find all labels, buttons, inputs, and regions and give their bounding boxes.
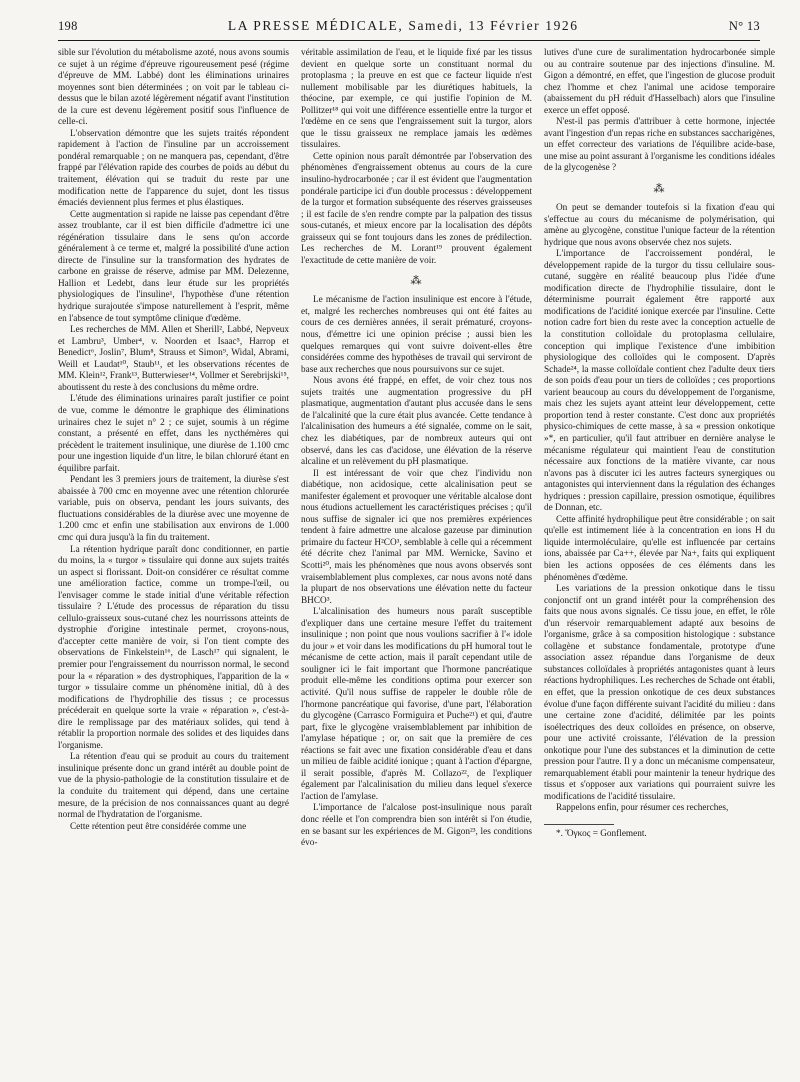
column-left	[58, 48, 289, 1073]
paragraph: lutives d'une cure de suralimentation hydrocarbonée simple ou au contraire soutenue par des injections d'insuline. M. Gigon a démontré, en effet, que l'ingestion de glucose produit chez l'homme et chez l'animal une acidose temporaire (abaissement du pH réduit d'Hasselbach) alors que l'insuline exerce un effet opposé.	[544, 48, 775, 116]
page-number: 198	[58, 19, 78, 33]
issue-number: N° 13	[728, 19, 760, 33]
paragraph: Cette affinité hydrophilique peut être considérable ; on sait qu'elle est intimement liée à la concentration en ions H du liquide intermoléculaire, qu'elle est influencée par certains ions, abaissée par Ca++, élevée par Na+, faits qui expliquent bien les actions opposées de ces éléments dans les phénomènes d'œdème.	[544, 514, 775, 583]
paragraph: Cette rétention peut être considérée comme une	[70, 821, 247, 832]
paragraph: Le mécanisme de l'action insulinique est encore à l'étude, et, malgré les recherches nombreuses qui ont été faites au cours de ces dernières années, il serait prématuré, croyons-nous, d'émettre ici une opinion précise ; aussi bien les quelques remarques qui vont suivre doivent-elles être considérées comme des hypothèses de travail qui serviront de base aux recherches que nous poursuivons sur ce sujet.	[301, 295, 532, 375]
column-right	[544, 48, 775, 1073]
paragraph: L'importance de l'alcalose post-insulinique nous paraît donc réelle et l'on comprendra bien son intérêt si l'on étudie, en se basant sur les expériences de M. Gigon²³, les conditions évo-	[301, 803, 532, 849]
paragraph: sible sur l'évolution du métabolisme azoté, nous avons soumis ce sujet à un régime d'épreuve rigoureusement pesé (régime d'épreuve de MM. Labbé) dont les éliminations urinaires moyennes sont bien déterminées ; on voit par le tableau ci-dessus que le bilan azoté légèrement négatif avant l'institution de la cure est devenu légèrement positif sous l'influence de celle-ci.	[58, 48, 289, 128]
header-rule	[58, 40, 760, 41]
text-columns	[58, 48, 776, 1073]
paragraph: L'alcalinisation des humeurs nous paraît susceptible d'expliquer dans une certaine mesure l'effet du traitement insulinique ; non point que nous voulions sacrifier à l'« idole du jour » et voir dans les modifications du pH humoral tout le mécanisme de cette action, mais il paraît cependant utile de souligner ici le fait important que l'hormone pancréatique produit elle-même les conditions optima pour exercer son activité. Qu'il nous suffise de rappeler le double rôle de l'hormone pancréatique qui favorise, d'une part, l'élaboration du glycogène (Carrasco Formiguira et Puche²¹) et qui, d'autre part, fixe le glycogène vraisemblablement par inhibition de l'amylase hépatique ; or, on sait que la première de ces réactions se fait avec une fixation considérable d'eau et dans un milieu de faible acidité ionique ; quant à l'action d'épargne, il serait possible, d'après M. Collazo²², de l'expliquer également par l'alcalinisation du milieu dans lequel s'exerce l'action de l'amylase.	[301, 607, 532, 802]
paragraph: La rétention d'eau qui se produit au cours du traitement insulinique présente donc un grand intérêt au double point de vue de la physio-pathologie de la constitution tissulaire et de la conduite du traitement qui dépend, dans une certaine mesure, de la précision de nos connaissances quant au degré normal de l'hydratation de l'organisme.	[58, 752, 289, 821]
paragraph: Il est intéressant de voir que chez l'individu non diabétique, non acidosique, cette alcalinisation peut se manifester également et provoquer une véritable alcalose dont nous étudions actuellement les caractéristiques précises ; qu'il nous suffise de signaler ici que nos premières expériences tendent à faire admettre une alcalose gazeuse par diminution primaire du facteur H²CO³, semblable à celle qui a récemment été décrite chez l'animal par MM. Wernicke, Savino et Scotti²⁰, mais les phénomènes que nous avons observés sont vraisemblablement plus complexes, car nous avons noté dans la plupart de nos observations une élévation nette du facteur BHCO³.	[301, 468, 532, 606]
running-title: LA PRESSE MÉDICALE, Samedi, 13 Février 1926	[227, 18, 579, 33]
footnote-rule	[544, 824, 614, 825]
footnote: *. Ὄγκος = Gonflement.	[556, 829, 647, 839]
paragraph: Pendant les 3 premiers jours de traitement, la diurèse s'est abaissée à 700 cmc en moyenne avec une rétention chlorurée variable, puis on observa, pendant les jours suivants, des fluctuations considérables de la diurèse avec une moyenne de 1.200 cmc et enfin une stabilisation aux environs de 1.000 cmc qui dura jusqu'à la fin du traitement.	[58, 475, 289, 543]
paragraph: L'observation démontre que les sujets traités répondent rapidement à l'action de l'insuline par un accroissement pondéral remarquable ; on ne manquera pas, cependant, d'être frappé par l'élévation rapide des courbes de poids au début du traitement, élévation qui se traduit du reste par une modification nette de l'apparence du sujet, dont les tissus émaciés deviennent plus fermes et plus élastiques.	[58, 128, 289, 209]
paragraph: véritable assimilation de l'eau, et le liquide fixé par les tissus devient en quelque sorte un constituant normal du protoplasma ; la preuve en est que ce facteur liquide n'est nullement mobilisable par les diurétiques habituels, la théocine, par exemple, ce qui justifie l'opinion de M. Pollitzer¹⁸ qui voit une différence essentielle entre la turgor et l'œdème en ce sens que l'engraissement suit la turgor, alors que le tissu graisseux ne remplace jamais les œdèmes tissulaires.	[301, 48, 532, 151]
column-middle	[301, 48, 532, 1073]
section-separator: ⁂	[410, 275, 423, 288]
paragraph: Rappelons enfin, pour résumer ces recherches,	[556, 803, 729, 814]
paragraph: L'étude des éliminations urinaires paraît justifier ce point de vue, comme le démontre le graphique des éliminations urinaires chez le sujet n° 2 ; ce sujet, soumis à un régime constant, a présenté en effet, dans les nycthémères qui précèdent le traitement insulinique, une diurèse de 1.100 cmc pour une ingestion liquide d'un litre, le bilan chloruré étant en équilibre parfait.	[58, 394, 289, 474]
paragraph: N'est-il pas permis d'attribuer à cette hormone, injectée avant l'ingestion d'un repas riche en substances saccharigènes, un effet correcteur des variations de l'équilibre acide-base, une mise au point assurant à l'organisme les conditions idéales de la glycogenèse ?	[544, 117, 775, 174]
paragraph: Les recherches de MM. Allen et Sherill², Labbé, Nepveux et Lambru³, Umber⁴, v. Noorden et Isaac⁵, Harrop et Benedict⁶, Joslin⁷, Blum⁸, Strauss et Simon⁹, Widal, Abrami, Weill et Laudat¹⁰, Staub¹¹, et les observations récentes de MM. Klein¹², Frank¹³, Butterwieser¹⁴, Vollmer et Serebrijski¹⁵, aboutissent du reste à des conclusions du même ordre.	[58, 325, 289, 393]
paragraph: L'importance de l'accroissement pondéral, le développement rapide de la turgor du tissu cellulaire sous-cutané, suggère en réalité beaucoup plus l'idée d'une modification directe de l'hydrophilie tissulaire, dont le déterminisme pourrait également être rapporté aux modifications de l'acidité ionique exercée par l'insuline. Cette notion cadre fort bien du reste avec la conception actuelle de la constitution colloïdale du protoplasma cellulaire, conception qui implique l'existence d'une imbibition physiologique des colloïdes qui le composent. D'après Schade²⁴, la masse colloïdale contient chez l'adulte deux tiers de son poids d'eau pour un tiers de colloïdes ; ces proportions varient beaucoup au cours du développement de l'organisme, mais chez les sujets ayant atteint leur développement, cette proportion tend à rester constante. C'est donc aux propriétés physico-chimiques de cette masse, à sa « pression onkotique »*, en particulier, qu'il faut attribuer en dernière analyse le mécanisme régulateur qui maintient l'eau de constitution nécessaire aux fonctions de la matière vivante, car nous n'avons pas à discuter ici les autres facteurs synergiques ou antagonistes qui interviennent dans la régulation des échanges hydriques : pression capillaire, pression osmotique, équilibres de Donnan, etc.	[544, 249, 775, 514]
paragraph: Les variations de la pression onkotique dans le tissu conjonctif ont un grand intérêt pour la compréhension des faits que nous avons signalés. Ce tissu joue, en effet, le rôle d'un réservoir remarquablement adapté aux besoins de l'organisme, grâce à sa composition histologique : substance collagène et substance fondamentale, prototype d'une association assez répandue dans l'organisme de deux substances colloïdales à propriétés antagonistes quant à leurs réactions hydrophiliques. Les recherches de Schade ont établi, en effet, que la pression onkotique de ces deux substances évolue d'une façon différente suivant l'acidité du milieu : dans une certaine zone d'acidité, délimitée par les points isoélectriques des deux colloïdes en présence, on observe, pour une activité croissante, l'élévation de la pression onkotique pour l'une des substances et la diminution de cette pression pour l'autre. Il y a donc un mécanisme compensateur, remarquablement établi pour maintenir la teneur hydrique des tissus et s'opposer aux variations qui pourraient suivre les modifications de l'acidité tissulaire.	[544, 584, 775, 802]
paragraph: Nous avons été frappé, en effet, de voir chez tous nos sujets traités une augmentation progressive du pH plasmatique, augmentation d'autant plus accusée dans le sens de l'alcalinité que la cure était plus avancée. Cette tendance à l'alcalinisation des humeurs a été signalée, comme on le sait, chez les diabétiques, par de nombreux auteurs qui ont observé, dans les cas d'acidose, une élévation de la réserve alcaline et un relèvement du pH plasmatique.	[301, 376, 532, 468]
paragraph: Cette opinion nous paraît démontrée par l'observation des phénomènes d'engraissement obtenus au cours de la cure insulino-hydrocarbonée ; car il est évident que l'augmentation pondérale participe ici d'un double processus : développement de la turgor et formation subséquente des réserves graisseuses ; il est facile de s'en rendre compte par la palpation des tissus sous-cutanés, et mieux encore par la localisation des dépôts graisseux qui se font toujours dans les zones de prédilection. Les recherches de M. Lorant¹⁹ prouvent également l'exactitude de cette manière de voir.	[301, 151, 532, 266]
section-separator: ⁂	[653, 183, 666, 196]
paragraph: La rétention hydrique paraît donc conditionner, en partie du moins, la « turgor » tissulaire qui donne aux sujets traités un aspect si florissant. Doit-on considérer ce résultat comme une amélioration factice, comme un trompe-l'œil, ou l'envisager comme le stade initial d'une véritable réfection tissulaire ? L'étude des processus de réparation du tissu cellulo-graisseux sous-cutané chez les nourrissons atteints de dystrophie d'origine intestinale permet, croyons-nous, d'accepter cette manière de voir, si l'on tient compte des observations de Finkelstein¹⁶, de Lasch¹⁷ qui signalent, le premier pour l'engraissement du nourrisson normal, le second pour la « réparation » des dystrophiques, l'apparition de la « turgor » tissulaire comme un phénomène initial, dû à des modifications de l'hydrophilie des tissus ; ce processus précéderait en quelque sorte la vraie « réparation », c'est-à-dire le remplissage par des matériaux solides, qui tend à rétablir la proportion normale des solides et des liquides dans l'organisme.	[58, 544, 289, 751]
paragraph: Cette augmentation si rapide ne laisse pas cependant d'être assez troublante, car il est bien difficile d'admettre ici une régénération tissulaire dans le sens qu'on accorde généralement à ce terme et, malgré la possibilité d'une action directe de l'insuline sur la transformation des hydrates de carbone en graisse de réserve, admise par MM. Delezenne, Hallion et Ledebt, dans leur étude sur les propriétés physiologiques de l'insuline¹, l'hypothèse d'une rétention hydrique surajoutée s'impose naturellement à l'esprit, même en l'absence de tout symptôme clinique d'œdème.	[58, 209, 289, 324]
paragraph: On peut se demander toutefois si la fixation d'eau qui s'effectue au cours du mécanisme de polymérisation, qui amène au glycogène, constitue l'unique facteur de la rétention hydrique que nous avons observée chez nos sujets.	[544, 203, 775, 248]
page-header	[58, 18, 760, 40]
